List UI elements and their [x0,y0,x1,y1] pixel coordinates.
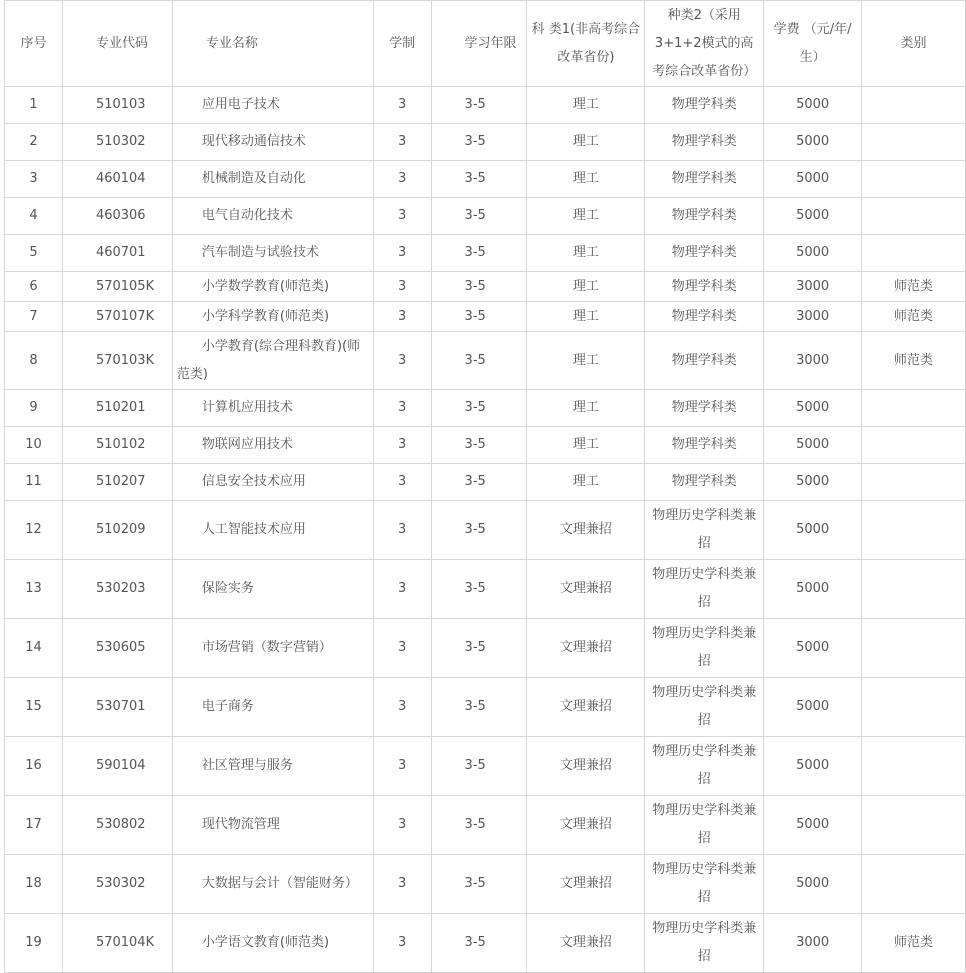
cell-type2: 物理学科类 [645,161,764,198]
cell-seq: 7 [5,302,63,332]
header-fee: 学费 （元/年/生） [764,1,862,87]
cell-code: 510102 [62,427,172,464]
cell-code: 530203 [62,560,172,619]
table-row [5,914,966,973]
header-seq: 序号 [5,1,63,87]
cell-duration: 3 [373,501,431,560]
cell-fee: 5000 [764,560,862,619]
table-row [5,427,966,464]
cell-code: 510201 [62,390,172,427]
cell-type1: 理工 [527,161,645,198]
cell-duration: 3 [373,272,431,302]
cell-seq: 18 [5,855,63,914]
cell-category [862,198,966,235]
cell-category [862,501,966,560]
cell-category [862,796,966,855]
cell-seq: 19 [5,914,63,973]
cell-type2: 物理学科类 [645,302,764,332]
cell-fee: 5000 [764,124,862,161]
cell-category: 师范类 [862,302,966,332]
cell-seq: 14 [5,619,63,678]
cell-fee: 5000 [764,855,862,914]
table-row [5,737,966,796]
cell-fee: 5000 [764,796,862,855]
cell-type1: 文理兼招 [527,501,645,560]
cell-fee: 5000 [764,464,862,501]
cell-fee: 5000 [764,235,862,272]
cell-name: 大数据与会计（智能财务） [172,855,373,914]
cell-name: 小学语文教育(师范类) [172,914,373,973]
cell-seq: 4 [5,198,63,235]
cell-code: 460104 [62,161,172,198]
cell-type2: 物理历史学科类兼招 [645,501,764,560]
cell-seq: 15 [5,678,63,737]
cell-name: 现代物流管理 [172,796,373,855]
cell-category [862,737,966,796]
table-row [5,87,966,124]
cell-code: 530302 [62,855,172,914]
cell-seq: 8 [5,332,63,390]
cell-type2: 物理学科类 [645,390,764,427]
cell-name: 小学数学教育(师范类) [172,272,373,302]
cell-type2: 物理学科类 [645,427,764,464]
cell-type1: 理工 [527,272,645,302]
table-row [5,235,966,272]
cell-years: 3-5 [431,737,527,796]
cell-type2: 物理学科类 [645,87,764,124]
cell-seq: 6 [5,272,63,302]
cell-duration: 3 [373,737,431,796]
cell-fee: 5000 [764,87,862,124]
cell-type2: 物理学科类 [645,198,764,235]
cell-fee: 3000 [764,332,862,390]
cell-code: 570103K [62,332,172,390]
cell-type1: 理工 [527,302,645,332]
header-code: 专业代码 [62,1,172,87]
cell-type1: 文理兼招 [527,737,645,796]
cell-duration: 3 [373,124,431,161]
cell-name: 小学科学教育(师范类) [172,302,373,332]
cell-fee: 3000 [764,272,862,302]
cell-duration: 3 [373,332,431,390]
cell-category [862,235,966,272]
header-row [5,1,966,87]
cell-type1: 理工 [527,332,645,390]
cell-category [862,161,966,198]
cell-name: 现代移动通信技术 [172,124,373,161]
cell-code: 460306 [62,198,172,235]
cell-type1: 理工 [527,464,645,501]
cell-category [862,678,966,737]
cell-duration: 3 [373,302,431,332]
cell-type2: 物理学科类 [645,464,764,501]
cell-type2: 物理历史学科类兼招 [645,855,764,914]
table-row [5,332,966,390]
cell-category [862,390,966,427]
cell-type1: 理工 [527,427,645,464]
cell-type1: 文理兼招 [527,855,645,914]
cell-years: 3-5 [431,796,527,855]
table-row [5,796,966,855]
cell-duration: 3 [373,855,431,914]
cell-years: 3-5 [431,235,527,272]
cell-duration: 3 [373,464,431,501]
cell-seq: 3 [5,161,63,198]
cell-seq: 16 [5,737,63,796]
cell-category [862,124,966,161]
cell-category [862,427,966,464]
cell-type2: 物理学科类 [645,272,764,302]
cell-category [862,560,966,619]
cell-code: 460701 [62,235,172,272]
cell-years: 3-5 [431,560,527,619]
cell-type2: 物理历史学科类兼招 [645,914,764,973]
cell-years: 3-5 [431,855,527,914]
cell-type1: 理工 [527,87,645,124]
header-type2: 种类2（采用3+1+2模式的高考综合改革省份） [645,1,764,87]
table-row [5,619,966,678]
cell-duration: 3 [373,678,431,737]
cell-type1: 文理兼招 [527,796,645,855]
cell-seq: 10 [5,427,63,464]
cell-type2: 物理学科类 [645,124,764,161]
cell-code: 510209 [62,501,172,560]
cell-duration: 3 [373,161,431,198]
cell-code: 570107K [62,302,172,332]
cell-seq: 9 [5,390,63,427]
cell-fee: 5000 [764,390,862,427]
cell-name: 社区管理与服务 [172,737,373,796]
cell-duration: 3 [373,235,431,272]
cell-years: 3-5 [431,390,527,427]
cell-duration: 3 [373,390,431,427]
header-years: 学习年限 [431,1,527,87]
table-row [5,678,966,737]
cell-years: 3-5 [431,332,527,390]
cell-years: 3-5 [431,678,527,737]
cell-code: 530701 [62,678,172,737]
cell-code: 570104K [62,914,172,973]
cell-name: 电气自动化技术 [172,198,373,235]
cell-code: 530605 [62,619,172,678]
cell-category [862,464,966,501]
cell-category [862,855,966,914]
cell-fee: 3000 [764,914,862,973]
cell-name: 电子商务 [172,678,373,737]
cell-seq: 12 [5,501,63,560]
cell-type2: 物理历史学科类兼招 [645,737,764,796]
cell-type1: 理工 [527,235,645,272]
cell-type1: 文理兼招 [527,914,645,973]
cell-fee: 3000 [764,302,862,332]
cell-code: 570105K [62,272,172,302]
cell-type1: 文理兼招 [527,560,645,619]
header-duration: 学制 [373,1,431,87]
cell-years: 3-5 [431,87,527,124]
cell-type2: 物理学科类 [645,332,764,390]
cell-type1: 文理兼招 [527,619,645,678]
cell-fee: 5000 [764,737,862,796]
cell-duration: 3 [373,619,431,678]
cell-name: 机械制造及自动化 [172,161,373,198]
cell-fee: 5000 [764,427,862,464]
cell-duration: 3 [373,560,431,619]
cell-fee: 5000 [764,678,862,737]
cell-years: 3-5 [431,427,527,464]
cell-seq: 13 [5,560,63,619]
cell-category [862,87,966,124]
cell-duration: 3 [373,198,431,235]
cell-name: 市场营销（数字营销） [172,619,373,678]
cell-duration: 3 [373,796,431,855]
cell-years: 3-5 [431,198,527,235]
cell-code: 530802 [62,796,172,855]
cell-seq: 1 [5,87,63,124]
table-row [5,464,966,501]
cell-years: 3-5 [431,464,527,501]
cell-seq: 17 [5,796,63,855]
cell-years: 3-5 [431,619,527,678]
header-type1: 科 类1(非高考综合改革省份) [527,1,645,87]
cell-code: 510207 [62,464,172,501]
cell-type1: 文理兼招 [527,678,645,737]
cell-years: 3-5 [431,914,527,973]
cell-name: 应用电子技术 [172,87,373,124]
cell-type2: 物理历史学科类兼招 [645,796,764,855]
cell-category: 师范类 [862,332,966,390]
cell-seq: 5 [5,235,63,272]
table-row [5,390,966,427]
cell-fee: 5000 [764,619,862,678]
cell-name: 汽车制造与试验技术 [172,235,373,272]
table-row [5,161,966,198]
table-row [5,272,966,302]
header-name: 专业名称 [172,1,373,87]
table-row [5,302,966,332]
cell-fee: 5000 [764,501,862,560]
cell-duration: 3 [373,914,431,973]
cell-seq: 2 [5,124,63,161]
cell-years: 3-5 [431,302,527,332]
cell-code: 590104 [62,737,172,796]
cell-years: 3-5 [431,501,527,560]
cell-fee: 5000 [764,161,862,198]
table-row [5,501,966,560]
cell-type1: 理工 [527,198,645,235]
header-category: 类别 [862,1,966,87]
cell-category: 师范类 [862,272,966,302]
cell-duration: 3 [373,87,431,124]
cell-type2: 物理历史学科类兼招 [645,560,764,619]
cell-years: 3-5 [431,161,527,198]
table-row [5,198,966,235]
cell-fee: 5000 [764,198,862,235]
cell-type1: 理工 [527,124,645,161]
cell-name: 计算机应用技术 [172,390,373,427]
cell-name: 小学教育(综合理科教育)(师范类) [172,332,373,390]
table-row [5,855,966,914]
cell-name: 物联网应用技术 [172,427,373,464]
cell-type2: 物理历史学科类兼招 [645,619,764,678]
cell-type2: 物理历史学科类兼招 [645,678,764,737]
table-row [5,560,966,619]
cell-type1: 理工 [527,390,645,427]
cell-name: 保险实务 [172,560,373,619]
cell-seq: 11 [5,464,63,501]
major-table [4,0,966,973]
cell-duration: 3 [373,427,431,464]
table-row [5,124,966,161]
cell-type2: 物理学科类 [645,235,764,272]
cell-category: 师范类 [862,914,966,973]
cell-years: 3-5 [431,272,527,302]
cell-name: 人工智能技术应用 [172,501,373,560]
cell-name: 信息安全技术应用 [172,464,373,501]
cell-category [862,619,966,678]
cell-years: 3-5 [431,124,527,161]
cell-code: 510103 [62,87,172,124]
cell-code: 510302 [62,124,172,161]
